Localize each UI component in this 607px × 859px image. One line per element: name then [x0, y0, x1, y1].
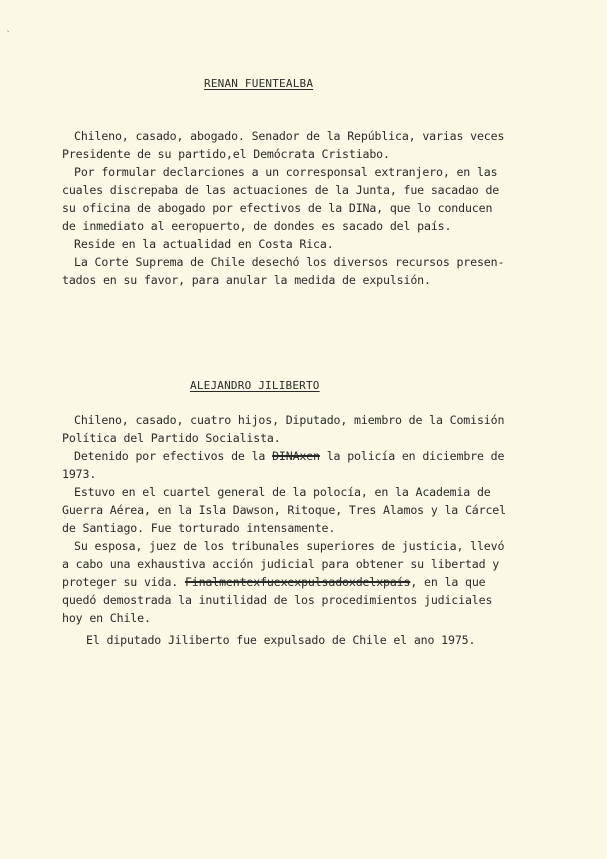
section1-line: Chileno, casado, abogado. Senador de la República, varias veces — [74, 129, 505, 143]
section2-line: Política del Partido Socialista. — [62, 431, 281, 445]
struck-text: Finalmentexfuexexpulsadoxdelxpaís — [184, 575, 411, 589]
section1-line: su oficina de abogado por efectivos de la DINa, que lo conducen — [62, 201, 493, 215]
section2-line: 1973. — [62, 467, 97, 481]
section2-line: Guerra Aérea, en la Isla Dawson, Ritoque, Tres Alamos y la Cárcel — [62, 503, 506, 517]
section2-line — [74, 447, 504, 465]
line-text: Detenido por efectivos de la — [74, 449, 273, 463]
section2-line — [62, 573, 486, 591]
section1-heading: RENAN FUENTEALBA — [204, 77, 314, 90]
section1-line: tados en su favor, para anular la medida de expulsión. — [62, 273, 431, 287]
struck-text: DINAxen — [272, 449, 320, 463]
line-text: proteger su vida. — [62, 575, 185, 589]
section2-line: Chileno, casado, cuatro hijos, Diputado, miembro de la Comisión — [74, 413, 505, 427]
line-text: la policía en diciembre de — [319, 449, 505, 463]
section2-line: quedó demostrada la inutilidad de los procedimientos judiciales — [62, 593, 493, 607]
section1-line: La Corte Suprema de Chile desechó los diversos recursos presen- — [74, 255, 505, 269]
line-text: , en la que — [410, 575, 486, 589]
section2-heading: ALEJANDRO JILIBERTO — [190, 379, 320, 392]
section1-line: Por formular declarciones a un corresponsal extranjero, en las — [74, 165, 498, 179]
section1-line: Reside en la actualidad en Costa Rica. — [74, 237, 334, 251]
section2-line: hoy en Chile. — [62, 611, 151, 625]
section1-line: de inmediato al eeropuerto, de dondes es sacado del país. — [62, 219, 452, 233]
section2-line: de Santiago. Fue torturado intensamente. — [62, 521, 336, 535]
section2-line: Su esposa, juez de los tribunales superiores de justicia, llevó — [74, 539, 505, 553]
margin-mark: ` — [6, 30, 11, 39]
section2-line: a cabo una exhaustiva acción judicial para obtener su libertad y — [62, 557, 500, 571]
section2-line: El diputado Jiliberto fue expulsado de Chile el ano 1975. — [86, 633, 476, 647]
section1-line: cuales discrepaba de las actuaciones de la Junta, fue sacadao de — [62, 183, 500, 197]
section2-line: Estuvo en el cuartel general de la polocía, en la Academia de — [74, 485, 491, 499]
section1-line: Presidente de su partido,el Demócrata Cristiabo. — [62, 147, 390, 161]
